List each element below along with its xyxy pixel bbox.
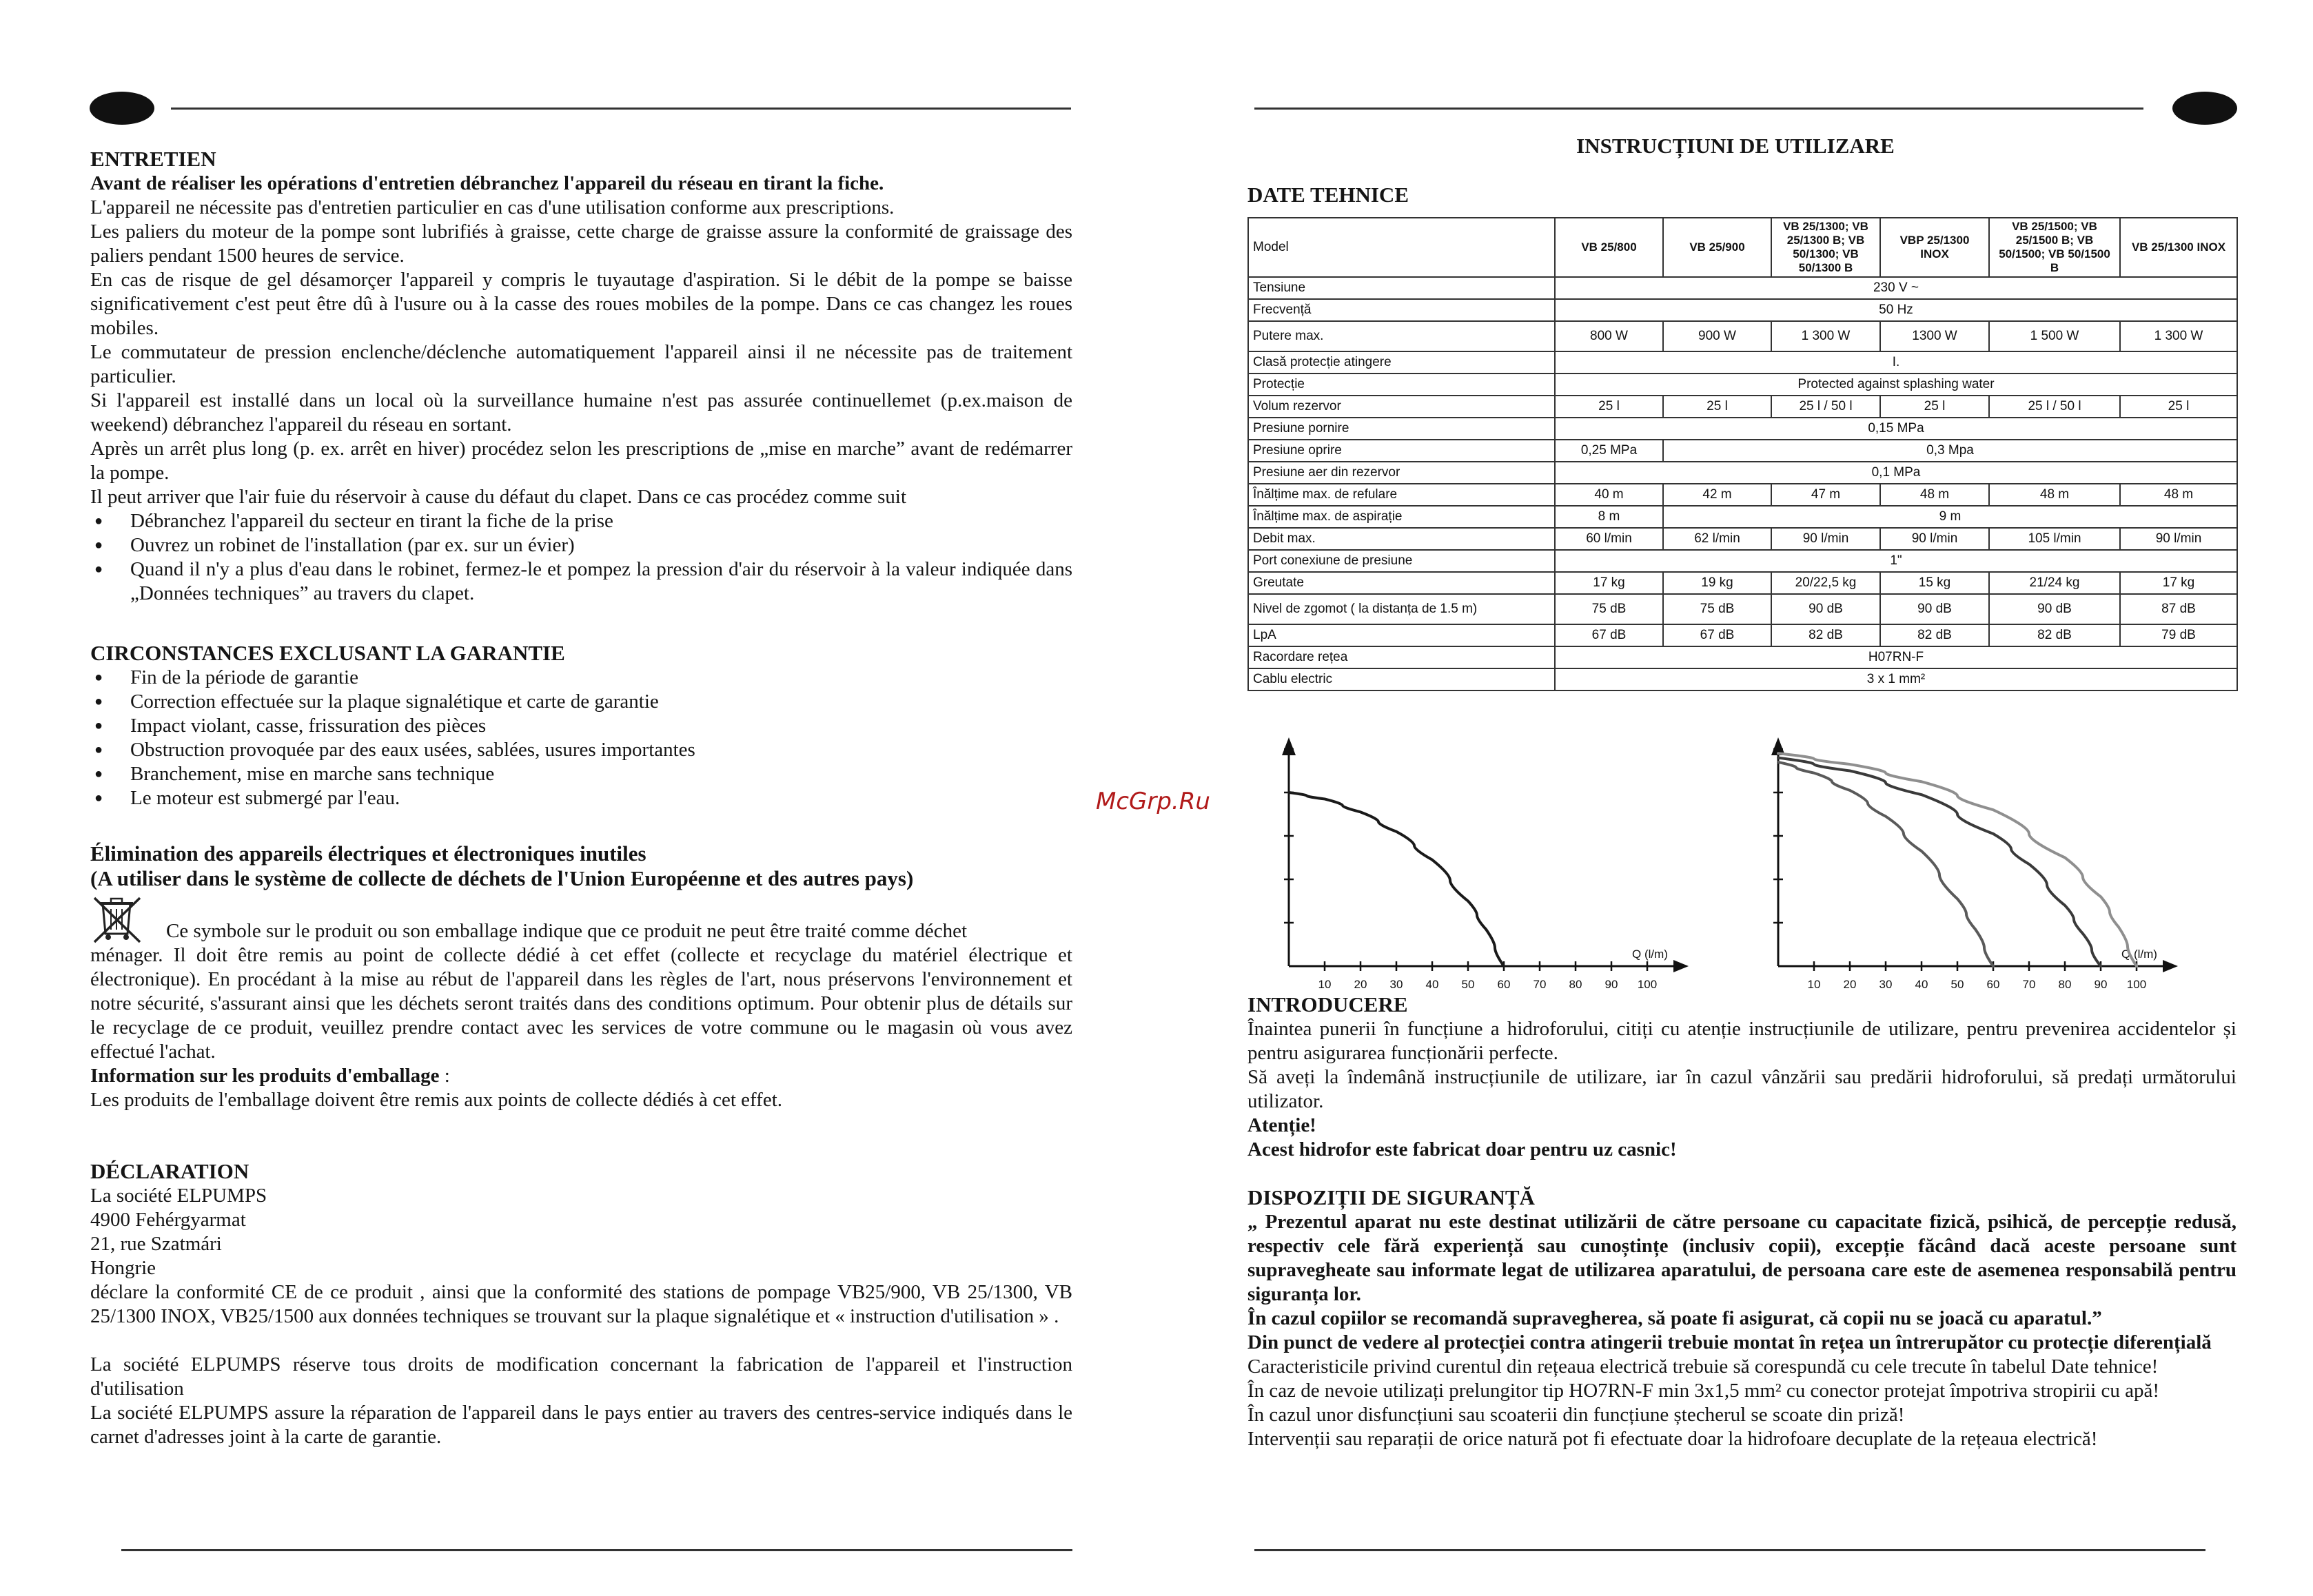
entretien-paragraph: Après un arrêt plus long (p. ex. arrêt en hiver) procédez selon les prescriptions de „mise en marche” avant de redémarrer la pompe. bbox=[90, 438, 1072, 484]
table-cell: 0,25 MPa bbox=[1555, 440, 1663, 462]
table-cell: 0,3 Mpa bbox=[1663, 440, 2237, 462]
x-tick-label: 50 bbox=[1950, 978, 1964, 991]
table-cell: 1 500 W bbox=[1989, 321, 2120, 351]
watermark: McGrp.Ru bbox=[1096, 788, 1210, 815]
pump-curve-chart-1 bbox=[1261, 720, 1716, 992]
table-header-cell: VB 25/1500; VB 25/1500 B; VB 50/1500; VB 50/1500 B bbox=[1989, 218, 2120, 277]
table-row bbox=[1248, 624, 2237, 646]
table-cell: 1 300 W bbox=[2120, 321, 2237, 351]
x-tick-label: 80 bbox=[2058, 978, 2072, 991]
table-cell: H07RN-F bbox=[1555, 646, 2237, 668]
list-item: ● Ouvrez un robinet de l'installation (par ex. sur un évier) bbox=[90, 533, 1072, 557]
list-item: ● Fin de la période de garantie bbox=[90, 666, 1072, 690]
tech-heading: DATE TEHNICE bbox=[1247, 183, 1409, 207]
table-row bbox=[1248, 374, 2237, 396]
table-cell: 42 m bbox=[1663, 484, 1771, 506]
table-row bbox=[1248, 440, 2237, 462]
table-cell: 21/24 kg bbox=[1989, 572, 2120, 594]
table-cell: 90 dB bbox=[1989, 594, 2120, 624]
table-cell: 25 l / 50 l bbox=[1989, 396, 2120, 418]
tech-table bbox=[1247, 217, 2238, 691]
list-item: ● Impact violant, casse, frissuration des pièces bbox=[90, 714, 1072, 738]
table-row bbox=[1248, 572, 2237, 594]
entretien-paragraph: Le commutateur de pression enclenche/déclenche automatiquement l'appareil ainsi il ne nécessite pas de traitement particulier. bbox=[90, 341, 1072, 387]
table-row-label: Racordare rețea bbox=[1248, 646, 1555, 668]
table-row bbox=[1248, 550, 2237, 572]
table-cell: 67 dB bbox=[1555, 624, 1663, 646]
x-tick-label: 60 bbox=[1497, 978, 1511, 991]
x-tick-label: 70 bbox=[1533, 978, 1547, 991]
table-header-cell: Model bbox=[1248, 218, 1555, 277]
table-cell: 90 dB bbox=[1771, 594, 1880, 624]
packaging-colon: : bbox=[439, 1065, 450, 1087]
safety-heading: DISPOZIȚII DE SIGURANȚĂ bbox=[1247, 1185, 1535, 1209]
garantie-section bbox=[90, 641, 1072, 810]
table-cell: 800 W bbox=[1555, 321, 1663, 351]
entretien-heading: ENTRETIEN bbox=[90, 147, 216, 171]
table-row-label: LpA bbox=[1248, 624, 1555, 646]
x-tick-label: 10 bbox=[1807, 978, 1821, 991]
x-tick-label: 90 bbox=[1604, 978, 1618, 991]
safety-note: Caracteristicile privind curentul din rețeaua electrică trebuie să corespundă cu cele trecute în tabelul Date tehnice! bbox=[1247, 1355, 2159, 1378]
table-header-cell: VB 25/1300 INOX bbox=[2120, 218, 2237, 277]
address-line: La société ELPUMPS bbox=[90, 1185, 267, 1207]
table-row-label: Cablu electric bbox=[1248, 668, 1555, 690]
table-row bbox=[1248, 462, 2237, 484]
safety-note: În caz de nevoie utilizați prelungitor tip HO7RN-F min 3x1,5 mm² cu conector protejat împotriva stropirii cu apă! bbox=[1247, 1380, 2160, 1402]
table-row-label: Port conexiune de presiune bbox=[1248, 550, 1555, 572]
table-cell: 8 m bbox=[1555, 506, 1663, 528]
table-header-cell: VB 25/900 bbox=[1663, 218, 1771, 277]
footer-rule bbox=[1254, 1549, 2205, 1551]
declaration-repair: La société ELPUMPS assure la réparation de l'appareil dans le pays entier au travers des centres-service indiqués dans le carnet d'adresses joint à la carte de garantie. bbox=[90, 1402, 1072, 1448]
table-cell: 105 l/min bbox=[1989, 528, 2120, 550]
list-item: ● Débranchez l'appareil du secteur en tirant la fiche de la prise bbox=[90, 509, 1072, 533]
x-axis-label: Q (l/m) bbox=[2121, 948, 2157, 961]
table-cell: 87 dB bbox=[2120, 594, 2237, 624]
list-item: ● Obstruction provoquée par des eaux usées, sablées, usures importantes bbox=[90, 738, 1072, 762]
table-cell: 900 W bbox=[1663, 321, 1771, 351]
weee-text-first-line: Ce symbole sur le produit ou son emballage indique que ce produit ne peut être traité comme déchet bbox=[166, 920, 968, 942]
table-row bbox=[1248, 418, 2237, 440]
table-cell: 90 l/min bbox=[2120, 528, 2237, 550]
table-cell: 17 kg bbox=[1555, 572, 1663, 594]
table-row-label: Greutate bbox=[1248, 572, 1555, 594]
x-tick-label: 80 bbox=[1569, 978, 1582, 991]
table-row-label: Frecvență bbox=[1248, 299, 1555, 321]
safety-bold-paragraph: „ Prezentul aparat nu este destinat utilizării de către persoane cu capacitate fizică, psihică, de percepție redusă, respectiv cele fără experiență sau cunoștințe (inclusiv copii), excepție făcând dacă aceste persoane sunt supravegheate sau informate legat de utilizarea aparatului, de persoana care este de asemenea responsabilă pentru siguranța lor. bbox=[1247, 1211, 2236, 1305]
x-tick-label: 30 bbox=[1879, 978, 1893, 991]
table-cell: 90 dB bbox=[1880, 594, 1989, 624]
table-row-label: Putere max. bbox=[1248, 321, 1555, 351]
table-row bbox=[1248, 668, 2237, 690]
table-cell: 17 kg bbox=[2120, 572, 2237, 594]
table-cell: 25 l / 50 l bbox=[1771, 396, 1880, 418]
garantie-list bbox=[90, 666, 1072, 810]
safety-note: În cazul unor disfuncțiuni sau scoaterii din funcțiune ștecherul se scoate din priză! bbox=[1247, 1404, 1905, 1426]
table-header-cell: VBP 25/1300 INOX bbox=[1880, 218, 1989, 277]
intro-paragraph: Să aveți la îndemână instrucțiunile de utilizare, iar în cazul vânzării sau predării hidroforului, să predați următorului utilizator. bbox=[1247, 1066, 2236, 1112]
table-cell: 0,1 MPa bbox=[1555, 462, 2237, 484]
table-cell: 82 dB bbox=[1880, 624, 1989, 646]
packaging-text: Les produits de l'emballage doivent être remis aux points de collecte dédiés à cet effet. bbox=[90, 1089, 783, 1111]
table-cell: 25 l bbox=[1663, 396, 1771, 418]
table-cell: 230 V ~ bbox=[1555, 277, 2237, 299]
entretien-warning: Avant de réaliser les opérations d'entretien débranchez l'appareil du réseau en tirant la fiche. bbox=[90, 172, 884, 194]
table-cell: 48 m bbox=[1989, 484, 2120, 506]
domestic-use-note: Acest hidrofor este fabricat doar pentru uz casnic! bbox=[1247, 1138, 1677, 1160]
table-row-label: Nivel de zgomot ( la distanța de 1.5 m) bbox=[1248, 594, 1555, 624]
table-cell: 20/22,5 kg bbox=[1771, 572, 1880, 594]
x-axis-label: Q (l/m) bbox=[1632, 948, 1668, 961]
entretien-paragraph: Il peut arriver que l'air fuie du réservoir à cause du défaut du clapet. Dans ce cas procédez comme suit bbox=[90, 486, 907, 508]
page-marker-dot bbox=[2172, 92, 2237, 125]
table-cell: 82 dB bbox=[1771, 624, 1880, 646]
table-row bbox=[1248, 277, 2237, 299]
table-cell: 0,15 MPa bbox=[1555, 418, 2237, 440]
address-line: 4900 Fehérgyarmat bbox=[90, 1209, 246, 1231]
entretien-section bbox=[90, 147, 1072, 606]
y-axis-arrow bbox=[1282, 737, 1296, 755]
series-line-vb-25-800 bbox=[1289, 792, 1504, 966]
x-tick-label: 40 bbox=[1425, 978, 1439, 991]
table-cell: 15 kg bbox=[1880, 572, 1989, 594]
intro-section bbox=[1247, 992, 2236, 1162]
table-cell: 48 m bbox=[1880, 484, 1989, 506]
table-header-cell: VB 25/800 bbox=[1555, 218, 1663, 277]
table-row-label: Presiune aer din rezervor bbox=[1248, 462, 1555, 484]
safety-bold-paragraph: Din punct de vedere al protecției contra atingerii trebuie montat în rețea un întrerupător cu protecție diferențială bbox=[1247, 1331, 2212, 1353]
table-row bbox=[1248, 351, 2237, 374]
footer-rule bbox=[121, 1549, 1072, 1551]
table-cell: 48 m bbox=[2120, 484, 2237, 506]
table-cell: 40 m bbox=[1555, 484, 1663, 506]
safety-note: Intervenții sau reparații de orice natură pot fi efectuate doar la hidrofoare decuplate de la rețeaua electrică! bbox=[1247, 1428, 2098, 1450]
table-row-label: Volum rezervor bbox=[1248, 396, 1555, 418]
table-cell: 47 m bbox=[1771, 484, 1880, 506]
garantie-heading: CIRCONSTANCES EXCLUSANT LA GARANTIE bbox=[90, 641, 565, 665]
table-cell: 75 dB bbox=[1663, 594, 1771, 624]
table-cell: 1300 W bbox=[1880, 321, 1989, 351]
entretien-paragraph: L'appareil ne nécessite pas d'entretien particulier en cas d'une utilisation conforme aux prescriptions. bbox=[90, 196, 895, 218]
attention-label: Atenție! bbox=[1247, 1114, 1316, 1136]
list-item: ● Le moteur est submergé par l'eau. bbox=[90, 786, 1072, 810]
table-row bbox=[1248, 321, 2237, 351]
entretien-steps bbox=[90, 509, 1072, 606]
safety-bold-paragraph: În cazul copiilor se recomandă supravegherea, să poate fi asigurat, că copii nu se joacă cu aparatul.” bbox=[1247, 1307, 2102, 1329]
table-cell: Protected against splashing water bbox=[1555, 374, 2237, 396]
table-header-cell: VB 25/1300; VB 25/1300 B; VB 50/1300; VB 50/1300 B bbox=[1771, 218, 1880, 277]
table-cell: 79 dB bbox=[2120, 624, 2237, 646]
table-row-label: Clasă protecție atingere bbox=[1248, 351, 1555, 374]
x-tick-label: 100 bbox=[1637, 978, 1658, 991]
table-row-label: Înălțime max. de refulare bbox=[1248, 484, 1555, 506]
x-tick-label: 30 bbox=[1389, 978, 1403, 991]
declaration-statement: déclare la conformité CE de ce produit , ainsi que la conformité des stations de pompage VB25/900, VB 25/1300, VB 25/1300 INOX, VB25/1500 aux données techniques se trouvant sur la plaque signalétique et « instruction d'utilisation » . bbox=[90, 1281, 1072, 1327]
address-line: 21, rue Szatmári bbox=[90, 1233, 222, 1255]
series-line-curve-1 bbox=[1778, 762, 1993, 966]
table-cell: I. bbox=[1555, 351, 2237, 374]
list-item: ● Branchement, mise en marche sans technique bbox=[90, 762, 1072, 786]
table-row-label: Debit max. bbox=[1248, 528, 1555, 550]
table-cell: 9 m bbox=[1663, 506, 2237, 528]
table-cell: 50 Hz bbox=[1555, 299, 2237, 321]
weee-text: ménager. Il doit être remis au point de collecte dédié à cet effet (collecte et recyclage du matériel électrique et électronique). En procédant à la mise au rébut de l'appareil dans les règles de l'art, nous préservons l'environnement et notre sécurité, s'assurant ainsi que les déchets seront traités dans des conditions optimum. Pour obtenir plus de détails sur le recyclage de ce produit, veuillez prendre contact avec les services de votre commune ou le magasin où vous avez effectué l'achat. bbox=[90, 944, 1072, 1063]
table-header-row bbox=[1248, 218, 2237, 277]
list-item: ● Correction effectuée sur la plaque signalétique et carte de garantie bbox=[90, 690, 1072, 714]
table-row bbox=[1248, 506, 2237, 528]
table-cell: 75 dB bbox=[1555, 594, 1663, 624]
table-cell: 25 l bbox=[2120, 396, 2237, 418]
x-tick-label: 60 bbox=[1986, 978, 2000, 991]
entretien-paragraph: Si l'appareil est installé dans un local où la surveillance humaine n'est pas assurée continuellemet (p.ex.maison de weekend) débranchez l'appareil du réseau en sortant. bbox=[90, 389, 1072, 436]
intro-heading: INTRODUCERE bbox=[1247, 992, 1408, 1016]
x-axis-arrow bbox=[1673, 960, 1689, 972]
elimination-section bbox=[90, 841, 1072, 1112]
header-rule bbox=[1254, 108, 2143, 110]
elimination-subheading: (A utiliser dans le système de collecte de déchets de l'Union Européenne et des autres pays) bbox=[90, 866, 914, 890]
x-tick-label: 50 bbox=[1461, 978, 1475, 991]
table-row bbox=[1248, 484, 2237, 506]
x-tick-label: 70 bbox=[2022, 978, 2036, 991]
declaration-heading: DÉCLARATION bbox=[90, 1159, 249, 1183]
packaging-heading: Information sur les produits d'emballage bbox=[90, 1065, 440, 1087]
x-tick-label: 90 bbox=[2094, 978, 2108, 991]
table-row-label: Presiune pornire bbox=[1248, 418, 1555, 440]
page-marker-dot bbox=[90, 92, 154, 125]
series-line-curve-2 bbox=[1778, 758, 2101, 966]
table-row-label: Tensiune bbox=[1248, 277, 1555, 299]
table-cell: 82 dB bbox=[1989, 624, 2120, 646]
table-row bbox=[1248, 299, 2237, 321]
x-tick-label: 100 bbox=[2126, 978, 2147, 991]
x-tick-label: 10 bbox=[1318, 978, 1332, 991]
table-cell: 25 l bbox=[1880, 396, 1989, 418]
x-tick-label: 20 bbox=[1843, 978, 1857, 991]
table-row-label: Protecție bbox=[1248, 374, 1555, 396]
table-row-label: Presiune oprire bbox=[1248, 440, 1555, 462]
address-line: Hongrie bbox=[90, 1257, 156, 1279]
x-tick-label: 40 bbox=[1915, 978, 1928, 991]
table-cell: 1" bbox=[1555, 550, 2237, 572]
elimination-heading: Élimination des appareils électriques et électroniques inutiles bbox=[90, 841, 646, 866]
table-row bbox=[1248, 396, 2237, 418]
table-row bbox=[1248, 594, 2237, 624]
table-row bbox=[1248, 646, 2237, 668]
table-cell: 62 l/min bbox=[1663, 528, 1771, 550]
x-axis-arrow bbox=[2163, 960, 2178, 972]
table-cell: 25 l bbox=[1555, 396, 1663, 418]
table-cell: 90 l/min bbox=[1771, 528, 1880, 550]
table-cell: 3 x 1 mm² bbox=[1555, 668, 2237, 690]
crossed-bin-icon bbox=[90, 895, 145, 943]
table-cell: 60 l/min bbox=[1555, 528, 1663, 550]
declaration-section bbox=[90, 1159, 1072, 1449]
table-cell: 90 l/min bbox=[1880, 528, 1989, 550]
table-cell: 19 kg bbox=[1663, 572, 1771, 594]
page-title: INSTRUCȚIUNI DE UTILIZARE bbox=[1576, 134, 1895, 158]
header-rule bbox=[171, 108, 1071, 110]
entretien-paragraph: Les paliers du moteur de la pompe sont lubrifiés à graisse, cette charge de graisse assure la conformité de graissage des paliers pendant 1500 heures de service. bbox=[90, 221, 1072, 267]
x-tick-label: 20 bbox=[1354, 978, 1367, 991]
entretien-paragraph: En cas de risque de gel désamorçer l'appareil y compris le tuyautage d'aspiration. Si le débit de la pompe se baisse significativement c'est peut être dû à l'usure ou à la casse des roues mobiles de la pompe. Dans ce cas changez les roues mobiles. bbox=[90, 269, 1072, 339]
table-row bbox=[1248, 528, 2237, 550]
safety-section bbox=[1247, 1185, 2236, 1451]
intro-paragraph: Înaintea punerii în funcțiune a hidroforului, citiți cu atenție instrucțiunile de utilizare, pentru prevenirea accidentelor și pentru asigurarea funcționării perfecte. bbox=[1247, 1018, 2236, 1064]
declaration-rights: La société ELPUMPS réserve tous droits de modification concernant la fabrication de l'appareil et l'instruction d'utilisation bbox=[90, 1353, 1072, 1400]
pump-curve-chart-2 bbox=[1751, 720, 2205, 992]
list-item: ● Quand il n'y a plus d'eau dans le robinet, fermez-le et pompez la pression d'air du réservoir à la valeur indiquée dans „Données techniques” au travers du clapet. bbox=[90, 557, 1072, 606]
table-row-label: Înălțime max. de aspirație bbox=[1248, 506, 1555, 528]
weee-line bbox=[90, 891, 1072, 943]
table-cell: 67 dB bbox=[1663, 624, 1771, 646]
table-cell: 1 300 W bbox=[1771, 321, 1880, 351]
